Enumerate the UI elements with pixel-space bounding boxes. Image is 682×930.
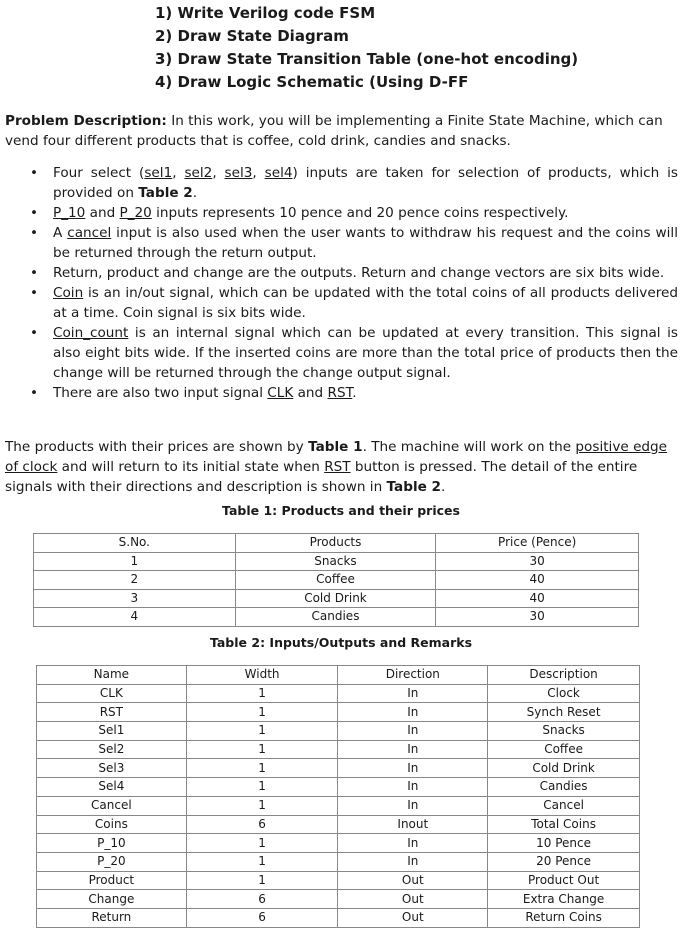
table-cell: 20 Pence [488,852,640,871]
table-row [37,684,640,703]
bullet-item [30,223,678,263]
table-header: Description [488,666,640,685]
table-header: Width [186,666,338,685]
signal-p10: P_10 [53,205,86,221]
signal-coin-count: Coin_count [53,325,129,341]
table-cell: P_20 [37,852,187,871]
signal-sel1: sel1 [144,165,173,181]
text: . The machine will work on the [362,439,576,455]
table-cell: Out [338,908,488,927]
table-header: Name [37,666,187,685]
table-cell: Sel1 [37,722,187,741]
table-cell: 1 [186,703,338,722]
table1-caption: Table 1: Products and their prices [222,503,460,518]
table-cell: 4 [34,608,236,627]
table-cell: 1 [186,778,338,797]
text: , [252,165,265,181]
task-item: 3) Draw State Transition Table (one-hot encoding) [155,50,579,68]
table-cell: Snacks [235,552,436,571]
table-cell: Snacks [488,722,640,741]
text: is an in/out signal, which can be updated with the total coins of all products delivered at a time. Coin signal is six bits wide. [53,285,678,321]
table-cell: P_10 [37,834,187,853]
table-row [37,908,640,927]
table-cell: Inout [338,815,488,834]
table-cell: 1 [186,684,338,703]
table-row [34,589,639,608]
signal-sel2: sel2 [184,165,213,181]
task-item: 4) Draw Logic Schematic (Using D-FF [155,73,469,91]
text: . [352,385,357,401]
table-cell: Coffee [235,571,436,590]
table-cell: Coins [37,815,187,834]
text: , [212,165,225,181]
table-row [34,571,639,590]
task-list [155,2,578,94]
table-header: S.No. [34,534,236,553]
table-cell: Change [37,890,187,909]
table-cell: Cancel [37,796,187,815]
table-cell: Product Out [488,871,640,890]
signal-coin: Coin [53,285,84,301]
table-cell: 1 [186,852,338,871]
table-row [37,871,640,890]
bullet-item [30,283,678,323]
table-cell: In [338,778,488,797]
table-header: Price (Pence) [436,534,639,553]
text: button is pressed. The detail of the entire signals with their directions and description is shown in [5,459,638,495]
bullet-item [30,163,678,203]
table-cell: 30 [436,608,639,627]
table-cell: RST [37,703,187,722]
table-cell: Out [338,871,488,890]
table2-caption: Table 2: Inputs/Outputs and Remarks [209,635,473,650]
text: Four select ( [53,165,145,181]
table-row [37,759,640,778]
table-cell: 10 Pence [488,834,640,853]
table-row [37,852,640,871]
table-cell: 6 [186,890,338,909]
signals-table [36,665,640,928]
table-cell: Return Coins [488,908,640,927]
task-item: 1) Write Verilog code FSM [155,4,376,22]
problem-label: Problem Description: [5,113,167,129]
table-cell: 1 [186,796,338,815]
table-cell: In [338,684,488,703]
text: There are also two input signal [53,385,268,401]
table-cell: Cancel [488,796,640,815]
signal-p20: P_20 [119,205,152,221]
bullet-item [30,323,678,383]
table-row [37,834,640,853]
table-cell: In [338,703,488,722]
products-table [33,533,639,627]
signal-rst: RST [324,459,351,475]
table-cell: In [338,759,488,778]
table-ref: Table 2 [386,479,442,495]
table-cell: Extra Change [488,890,640,909]
table-cell: Sel4 [37,778,187,797]
table-cell: Cold Drink [488,759,640,778]
table-cell: Cold Drink [235,589,436,608]
text: ) inputs are taken for selection of products, which is provided on [53,165,678,201]
signal-cancel: cancel [67,225,112,241]
table-cell: 1 [186,871,338,890]
table-header: Direction [338,666,488,685]
text: and will return to its initial state when [57,459,325,475]
table-cell: Candies [235,608,436,627]
table-ref: Table 1 [308,439,363,455]
task-item: 2) Draw State Diagram [155,27,349,45]
text: inputs represents 10 pence and 20 pence coins respectively. [151,205,569,221]
table-cell: Synch Reset [488,703,640,722]
bullet-item [30,263,678,283]
table-row [37,703,640,722]
table-cell: 6 [186,815,338,834]
text: . [441,479,446,495]
table-header-row [37,666,640,685]
table-row [37,778,640,797]
text: Return, product and change are the outputs. Return and change vectors are six bits wide. [53,265,665,281]
table-cell: 1 [186,722,338,741]
table-row [37,796,640,815]
signal-clk: CLK [267,385,294,401]
signal-sel4: sel4 [264,165,293,181]
signal-sel3: sel3 [224,165,253,181]
table-cell: Product [37,871,187,890]
table-cell: Clock [488,684,640,703]
text: is an internal signal which can be updated at every transition. This signal is also eight bits wide. If the inserted coins are more than the total price of products then the change will be returned through the change output signal. [53,325,678,381]
text: . [192,185,198,201]
table-header: Products [235,534,436,553]
text: and [85,205,120,221]
table-cell: 6 [186,908,338,927]
table-cell: Coffee [488,740,640,759]
bullet-item [30,203,678,223]
signal-rst: RST [327,385,353,401]
table-cell: Out [338,890,488,909]
table-row [34,552,639,571]
table-cell: CLK [37,684,187,703]
bullet-item [30,383,678,403]
table-cell: 1 [186,834,338,853]
table-cell: 3 [34,589,236,608]
table-header-row [34,534,639,553]
tables-intro [5,437,678,497]
requirements-list [30,163,678,403]
text: input is also used when the user wants to withdraw his request and the coins will be returned through the return output. [53,225,678,261]
table-row [37,890,640,909]
problem-description [5,111,678,151]
table-cell: 30 [436,552,639,571]
table-cell: Candies [488,778,640,797]
table-cell: 1 [34,552,236,571]
table-cell: Sel2 [37,740,187,759]
table-row [34,608,639,627]
table-cell: Total Coins [488,815,640,834]
table-cell: In [338,834,488,853]
table-cell: 40 [436,589,639,608]
table-cell: Sel3 [37,759,187,778]
table-cell: Return [37,908,187,927]
text: , [172,165,185,181]
text: The products with their prices are shown by [5,439,309,455]
table-cell: In [338,740,488,759]
table-row [37,815,640,834]
table-row [37,740,640,759]
table-cell: 1 [186,740,338,759]
table-cell: 40 [436,571,639,590]
text: and [293,385,328,401]
table-row [37,722,640,741]
table-cell: 1 [186,759,338,778]
table-ref: Table 2 [138,185,193,201]
table-cell: In [338,722,488,741]
table-cell: In [338,796,488,815]
problem-text: In this work, you will be implementing a Finite State Machine, which can vend four different products that is coffee, cold drink, candies and snacks. [5,113,663,149]
text: A [53,225,68,241]
table-cell: 2 [34,571,236,590]
clock-edge: positive edge of clock [5,439,668,475]
table-cell: In [338,852,488,871]
